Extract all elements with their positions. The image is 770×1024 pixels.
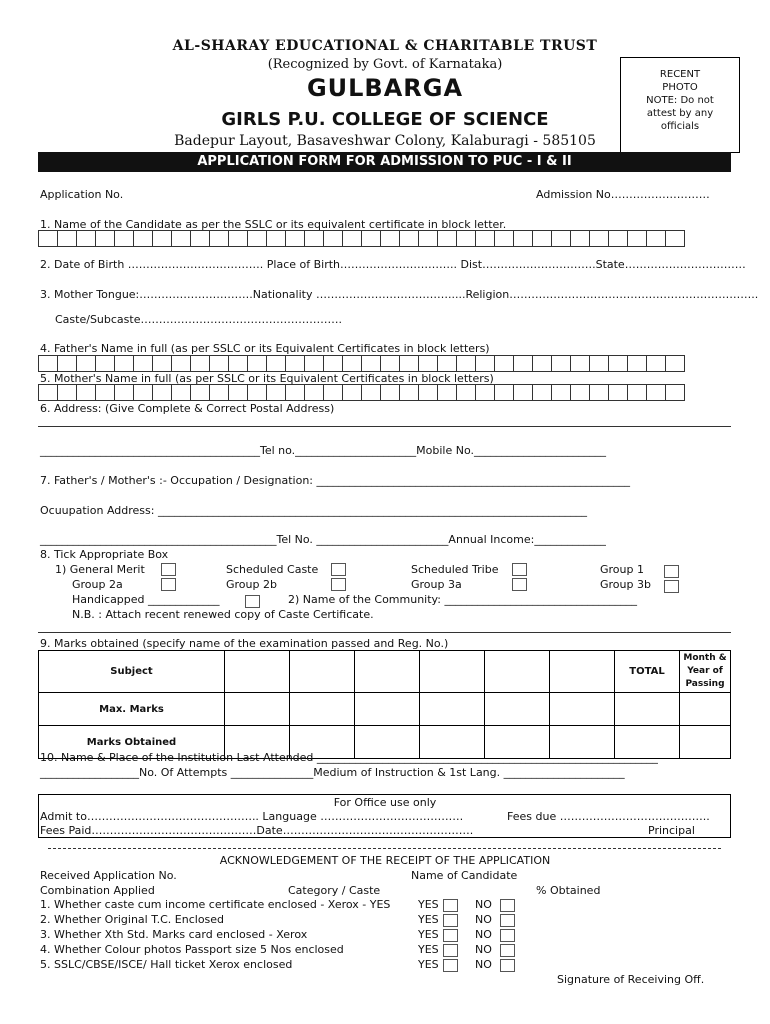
photo-line: attest by any (646, 108, 714, 119)
handicapped-label: Handicapped _____________ (72, 593, 220, 606)
letter-box[interactable] (532, 230, 552, 247)
group1-label: Group 1 (600, 563, 644, 576)
general-merit-checkbox[interactable] (161, 563, 176, 576)
letter-box[interactable] (437, 355, 457, 372)
letter-box[interactable] (418, 230, 438, 247)
letter-box[interactable] (323, 355, 343, 372)
letter-box[interactable] (95, 384, 115, 401)
yes-checkbox[interactable] (443, 899, 458, 912)
letter-box[interactable] (342, 355, 362, 372)
table-cell[interactable] (615, 693, 680, 726)
letter-box[interactable] (380, 355, 400, 372)
letter-box[interactable] (494, 384, 514, 401)
table-cell[interactable] (550, 651, 615, 693)
letter-box[interactable] (380, 384, 400, 401)
letter-box[interactable] (114, 355, 134, 372)
q10-institution: 10. Name & Place of the Institution Last Attended ______________________________________________________________ (40, 751, 658, 764)
letter-box[interactable] (570, 384, 590, 401)
q4-father-name: 4. Father's Name in full (as per SSLC or its Equivalent Certificates in block letters) (40, 342, 490, 355)
letter-box[interactable] (437, 230, 457, 247)
yes-label: YES (418, 958, 439, 971)
table-cell[interactable] (485, 693, 550, 726)
application-no-label: Application No. (40, 188, 124, 201)
letter-box[interactable] (494, 355, 514, 372)
ack-title: ACKNOWLEDGEMENT OF THE RECEIPT OF THE APPLICATION (219, 854, 551, 867)
group1-checkbox[interactable] (664, 565, 679, 578)
group2b-label: Group 2b (226, 578, 277, 591)
mother-name-boxes[interactable] (38, 384, 684, 401)
letter-box[interactable] (247, 230, 267, 247)
no-checkbox[interactable] (500, 944, 515, 957)
letter-box[interactable] (551, 384, 571, 401)
letter-box[interactable] (475, 384, 495, 401)
group3b-checkbox[interactable] (664, 580, 679, 593)
no-label: NO (475, 928, 492, 941)
photo-line: NOTE: Do not (646, 95, 714, 106)
check-photos: 4. Whether Colour photos Passport size 5 Nos enclosed (40, 943, 344, 956)
group3a-label: Group 3a (411, 578, 462, 591)
group3a-checkbox[interactable] (512, 578, 527, 591)
subject-header: Subject (39, 651, 225, 693)
letter-box[interactable] (285, 355, 305, 372)
letter-box[interactable] (133, 355, 153, 372)
letter-box[interactable] (608, 355, 628, 372)
letter-box[interactable] (532, 355, 552, 372)
letter-box[interactable] (266, 230, 286, 247)
month-line: Year of (687, 666, 723, 676)
letter-box[interactable] (380, 230, 400, 247)
letter-box[interactable] (513, 384, 533, 401)
letter-box[interactable] (399, 355, 419, 372)
caste-certificate-note: N.B. : Attach recent renewed copy of Caste Certificate. (72, 608, 374, 621)
letter-box[interactable] (38, 384, 58, 401)
letter-box[interactable] (38, 230, 58, 247)
letter-box[interactable] (57, 384, 77, 401)
photo-line: officials (660, 121, 700, 132)
letter-box[interactable] (247, 384, 267, 401)
month-year-header (680, 651, 731, 693)
scheduled-tribe-checkbox[interactable] (512, 563, 527, 576)
letter-box[interactable] (570, 230, 590, 247)
admit-to-line: Admit to……………………………………….. Language ………………………………… (40, 810, 464, 823)
group2a-checkbox[interactable] (161, 578, 176, 591)
yes-label: YES (418, 943, 439, 956)
letter-box[interactable] (551, 355, 571, 372)
yes-label: YES (418, 898, 439, 911)
community-line: 2) Name of the Community: ___________________________________ (288, 593, 637, 606)
letter-box[interactable] (665, 355, 685, 372)
letter-box[interactable] (190, 230, 210, 247)
letter-box[interactable] (133, 384, 153, 401)
category-label: Category / Caste (288, 884, 381, 897)
letter-box[interactable] (456, 384, 476, 401)
letter-box[interactable] (95, 230, 115, 247)
check-hall-ticket: 5. SSLC/CBSE/ISCE/ Hall ticket Xerox enclosed (40, 958, 293, 971)
handicapped-checkbox[interactable] (245, 595, 260, 608)
yes-checkbox[interactable] (443, 944, 458, 957)
letter-box[interactable] (589, 384, 609, 401)
letter-box[interactable] (399, 384, 419, 401)
college-name: GIRLS P.U. COLLEGE OF SCIENCE (221, 109, 549, 130)
photo-line: RECENT (659, 69, 701, 80)
month-line: Month & (683, 653, 727, 663)
letter-box[interactable] (95, 355, 115, 372)
no-checkbox[interactable] (500, 929, 515, 942)
letter-box[interactable] (76, 230, 96, 247)
trust-name: AL-SHARAY EDUCATIONAL & CHARITABLE TRUST (172, 38, 598, 54)
letter-box[interactable] (342, 384, 362, 401)
letter-box[interactable] (209, 230, 229, 247)
q9-marks: 9. Marks obtained (specify name of the examination passed and Reg. No.) (40, 637, 449, 650)
letter-box[interactable] (665, 384, 685, 401)
letter-box[interactable] (304, 355, 324, 372)
q2-dob: 2. Date of Birth ………………………………. Place of Birth………………………….. Dist………………………….State…………………………… (40, 258, 746, 271)
group2a-label: Group 2a (72, 578, 123, 591)
candidate-name-boxes[interactable] (38, 230, 684, 247)
principal-label: Principal (648, 824, 695, 837)
letter-box[interactable] (57, 355, 77, 372)
table-cell[interactable] (420, 693, 485, 726)
marks-obtained-header: Marks Obtained (39, 726, 225, 759)
letter-box[interactable] (133, 230, 153, 247)
letter-box[interactable] (285, 384, 305, 401)
check-marks-card: 3. Whether Xth Std. Marks card enclosed - Xerox (40, 928, 308, 941)
table-cell[interactable] (290, 693, 355, 726)
no-label: NO (475, 943, 492, 956)
no-label: NO (475, 913, 492, 926)
letter-box[interactable] (513, 230, 533, 247)
month-line: Passing (685, 679, 725, 689)
letter-box[interactable] (323, 230, 343, 247)
table-cell[interactable] (680, 693, 731, 726)
letter-box[interactable] (266, 384, 286, 401)
table-cell[interactable] (485, 651, 550, 693)
letter-box[interactable] (475, 355, 495, 372)
yes-checkbox[interactable] (443, 914, 458, 927)
letter-box[interactable] (38, 355, 58, 372)
letter-box[interactable] (646, 384, 666, 401)
group3b-label: Group 3b (600, 578, 651, 591)
letter-box[interactable] (209, 384, 229, 401)
scheduled-tribe-label: Scheduled Tribe (411, 563, 499, 576)
cut-line (48, 848, 721, 849)
letter-box[interactable] (171, 355, 191, 372)
table-cell[interactable] (680, 726, 731, 759)
table-cell[interactable] (355, 651, 420, 693)
letter-box[interactable] (114, 384, 134, 401)
letter-box[interactable] (513, 355, 533, 372)
letter-box[interactable] (551, 230, 571, 247)
table-cell[interactable] (225, 693, 290, 726)
fees-due-line: Fees due ………………………………….. (507, 810, 710, 823)
yes-label: YES (418, 913, 439, 926)
letter-box[interactable] (361, 384, 381, 401)
letter-box[interactable] (475, 230, 495, 247)
tel-mobile-line: ________________________________________Tel no.______________________Mobile No.________________________ (40, 444, 607, 457)
address-line (38, 426, 731, 427)
letter-box[interactable] (627, 230, 647, 247)
office-use-title: For Office use only (333, 796, 437, 809)
letter-box[interactable] (323, 384, 343, 401)
college-address: Badepur Layout, Basaveshwar Colony, Kalaburagi - 585105 (174, 133, 596, 149)
max-marks-header: Max. Marks (39, 693, 225, 726)
letter-box[interactable] (418, 384, 438, 401)
letter-box[interactable] (627, 384, 647, 401)
caste-subcaste: Caste/Subcaste………………………………………………. (55, 313, 342, 326)
q5-mother-name: 5. Mother's Name in full (as per SSLC or its Equivalent Certificates in block letters) (40, 372, 494, 385)
scheduled-caste-label: Scheduled Caste (226, 563, 319, 576)
letter-box[interactable] (570, 355, 590, 372)
letter-box[interactable] (190, 384, 210, 401)
city-title: GULBARGA (306, 74, 464, 102)
letter-box[interactable] (646, 230, 666, 247)
no-label: NO (475, 898, 492, 911)
letter-box[interactable] (456, 230, 476, 247)
letter-box[interactable] (152, 355, 172, 372)
scheduled-caste-checkbox[interactable] (331, 563, 346, 576)
letter-box[interactable] (209, 355, 229, 372)
letter-box[interactable] (247, 355, 267, 372)
table-cell[interactable] (355, 693, 420, 726)
occupation-address: Ocuupation Address: ______________________________________________________________________________ (40, 504, 587, 517)
photo-box (620, 57, 740, 153)
no-label: NO (475, 958, 492, 971)
letter-box[interactable] (494, 230, 514, 247)
no-checkbox[interactable] (500, 959, 515, 972)
q3-mother-tongue: 3. Mother Tongue:………………………….Nationality ……………………………….....Religion………………………………………………………….. (40, 288, 759, 301)
letter-box[interactable] (608, 384, 628, 401)
percent-obtained-label: % Obtained (536, 884, 601, 897)
recognition-note: (Recognized by Govt. of Karnataka) (267, 57, 503, 72)
marks-table (38, 650, 731, 759)
letter-box[interactable] (171, 384, 191, 401)
letter-box[interactable] (190, 355, 210, 372)
letter-box[interactable] (266, 355, 286, 372)
letter-box[interactable] (304, 384, 324, 401)
table-cell[interactable] (420, 651, 485, 693)
letter-box[interactable] (418, 355, 438, 372)
letter-box[interactable] (114, 230, 134, 247)
letter-box[interactable] (437, 384, 457, 401)
letter-box[interactable] (532, 384, 552, 401)
letter-box[interactable] (228, 230, 248, 247)
letter-box[interactable] (152, 230, 172, 247)
check-tc: 2. Whether Original T.C. Enclosed (40, 913, 225, 926)
tel-income-line: ___________________________________________Tel No. ________________________Annual Income:_____________ (40, 533, 606, 546)
total-header: TOTAL (615, 651, 680, 693)
letter-box[interactable] (646, 355, 666, 372)
letter-box[interactable] (589, 355, 609, 372)
letter-box[interactable] (399, 230, 419, 247)
candidate-name-label: Name of Candidate (411, 869, 518, 882)
letter-box[interactable] (76, 384, 96, 401)
letter-box[interactable] (57, 230, 77, 247)
q6-address: 6. Address: (Give Complete & Correct Postal Address) (40, 402, 335, 415)
table-cell[interactable] (550, 693, 615, 726)
letter-box[interactable] (76, 355, 96, 372)
letter-box[interactable] (171, 230, 191, 247)
group2b-checkbox[interactable] (331, 578, 346, 591)
letter-box[interactable] (608, 230, 628, 247)
form-banner: APPLICATION FORM FOR ADMISSION TO PUC - I & II (38, 152, 731, 172)
letter-box[interactable] (152, 384, 172, 401)
yes-label: YES (418, 928, 439, 941)
letter-box[interactable] (228, 384, 248, 401)
admission-no-label: Admission No……………………… (536, 188, 710, 201)
letter-box[interactable] (627, 355, 647, 372)
letter-box[interactable] (665, 230, 685, 247)
no-checkbox[interactable] (500, 914, 515, 927)
letter-box[interactable] (304, 230, 324, 247)
table-cell[interactable] (290, 651, 355, 693)
letter-box[interactable] (342, 230, 362, 247)
q1-candidate-name: 1. Name of the Candidate as per the SSLC or its equivalent certificate in block letter. (40, 218, 507, 231)
letter-box[interactable] (361, 355, 381, 372)
general-merit-label: 1) General Merit (55, 563, 145, 576)
signature-label: Signature of Receiving Off. (557, 973, 705, 986)
letter-box[interactable] (456, 355, 476, 372)
letter-box[interactable] (285, 230, 305, 247)
q7-occupation: 7. Father's / Mother's :- Occupation / Designation: _________________________________________________________ (40, 474, 631, 487)
letter-box[interactable] (228, 355, 248, 372)
yes-checkbox[interactable] (443, 929, 458, 942)
received-app-no: Received Application No. (40, 869, 177, 882)
letter-box[interactable] (589, 230, 609, 247)
yes-checkbox[interactable] (443, 959, 458, 972)
letter-box[interactable] (361, 230, 381, 247)
check-caste-certificate: 1. Whether caste cum income certificate enclosed - Xerox - YES (40, 898, 391, 911)
photo-line: PHOTO (662, 82, 698, 93)
fees-paid-line: Fees Paid………………………………………Date……………………………………………. (40, 824, 474, 837)
no-checkbox[interactable] (500, 899, 515, 912)
q8-tick-box: 8. Tick Appropriate Box (40, 548, 169, 561)
combination-label: Combination Applied (40, 884, 155, 897)
attempts-line: __________________No. Of Attempts _______________Medium of Instruction & 1st Lang. ______________________ (40, 766, 625, 779)
table-cell[interactable] (225, 651, 290, 693)
father-name-boxes[interactable] (38, 355, 684, 372)
divider (38, 632, 731, 633)
